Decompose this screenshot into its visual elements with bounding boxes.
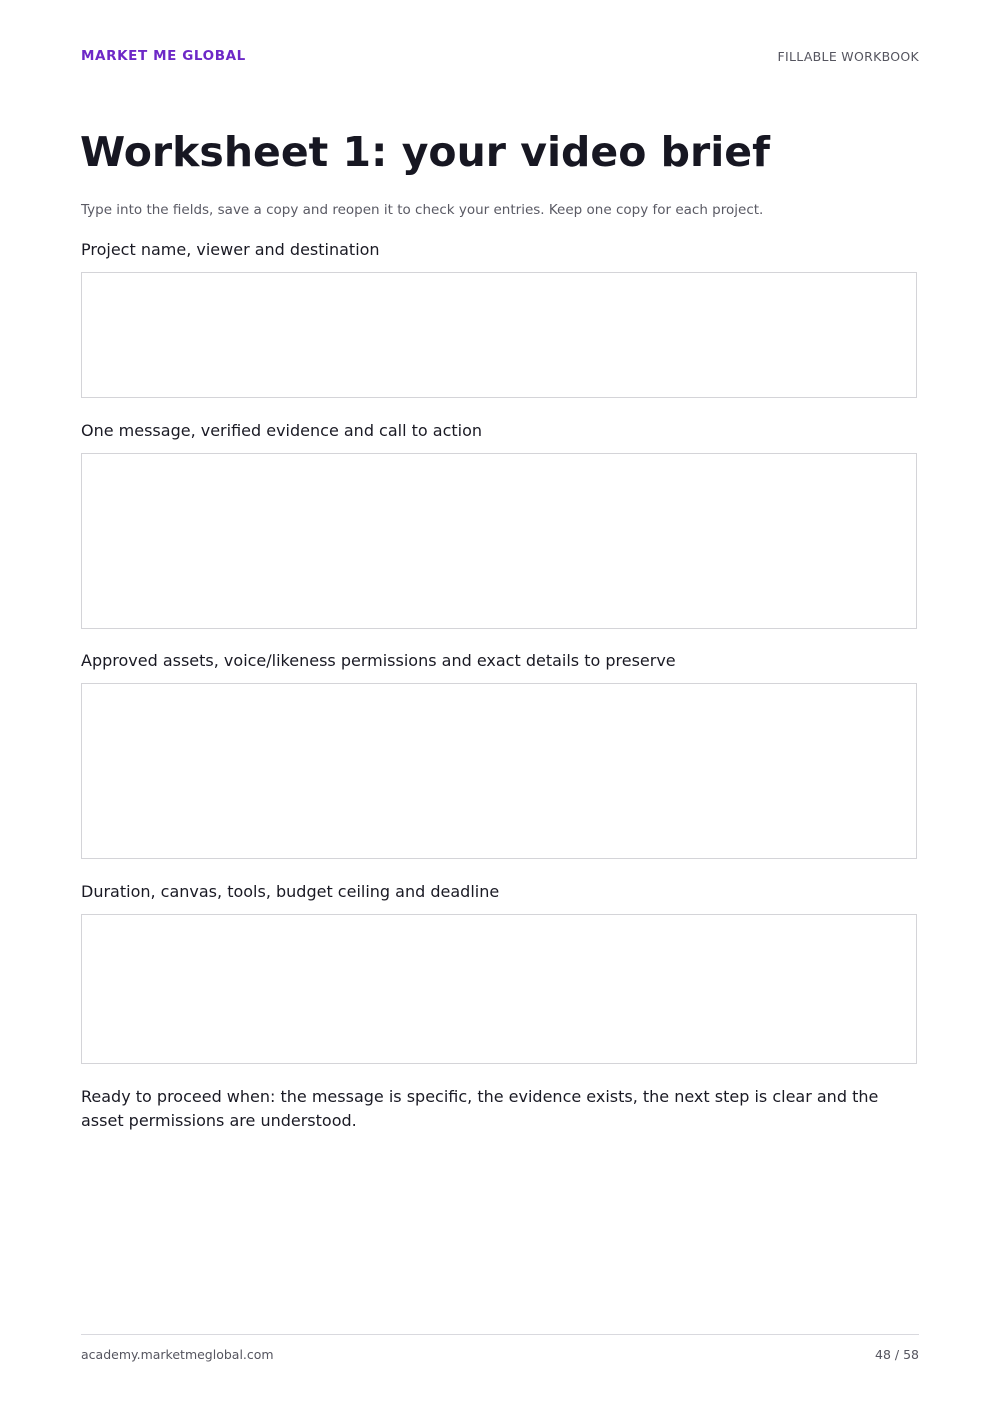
readiness-note: Ready to proceed when: the message is specific, the evidence exists, the next step is clear and the asset permissions are understood. xyxy=(81,1087,879,1130)
page-number: 48 / 58 xyxy=(875,1347,919,1362)
field-project-input[interactable] xyxy=(81,272,917,398)
field-assets-input[interactable] xyxy=(81,683,917,859)
field-label-message: One message, verified evidence and call to action xyxy=(81,421,483,440)
field-label-logistics: Duration, canvas, tools, budget ceiling and deadline xyxy=(81,882,500,901)
document-type-label: FILLABLE WORKBOOK xyxy=(777,49,919,64)
field-label-project: Project name, viewer and destination xyxy=(81,240,380,259)
page-title: Worksheet 1: your video brief xyxy=(80,128,770,176)
field-message-input[interactable] xyxy=(81,453,917,629)
brand-name: MARKET ME GLOBAL xyxy=(81,48,246,64)
field-logistics-input[interactable] xyxy=(81,914,917,1064)
instructions-text: Type into the fields, save a copy and reopen it to check your entries. Keep one copy for each project. xyxy=(81,202,764,218)
footer-divider xyxy=(81,1334,919,1335)
footer-site-url: academy.marketmeglobal.com xyxy=(81,1347,274,1362)
field-label-assets: Approved assets, voice/likeness permissions and exact details to preserve xyxy=(81,651,676,670)
